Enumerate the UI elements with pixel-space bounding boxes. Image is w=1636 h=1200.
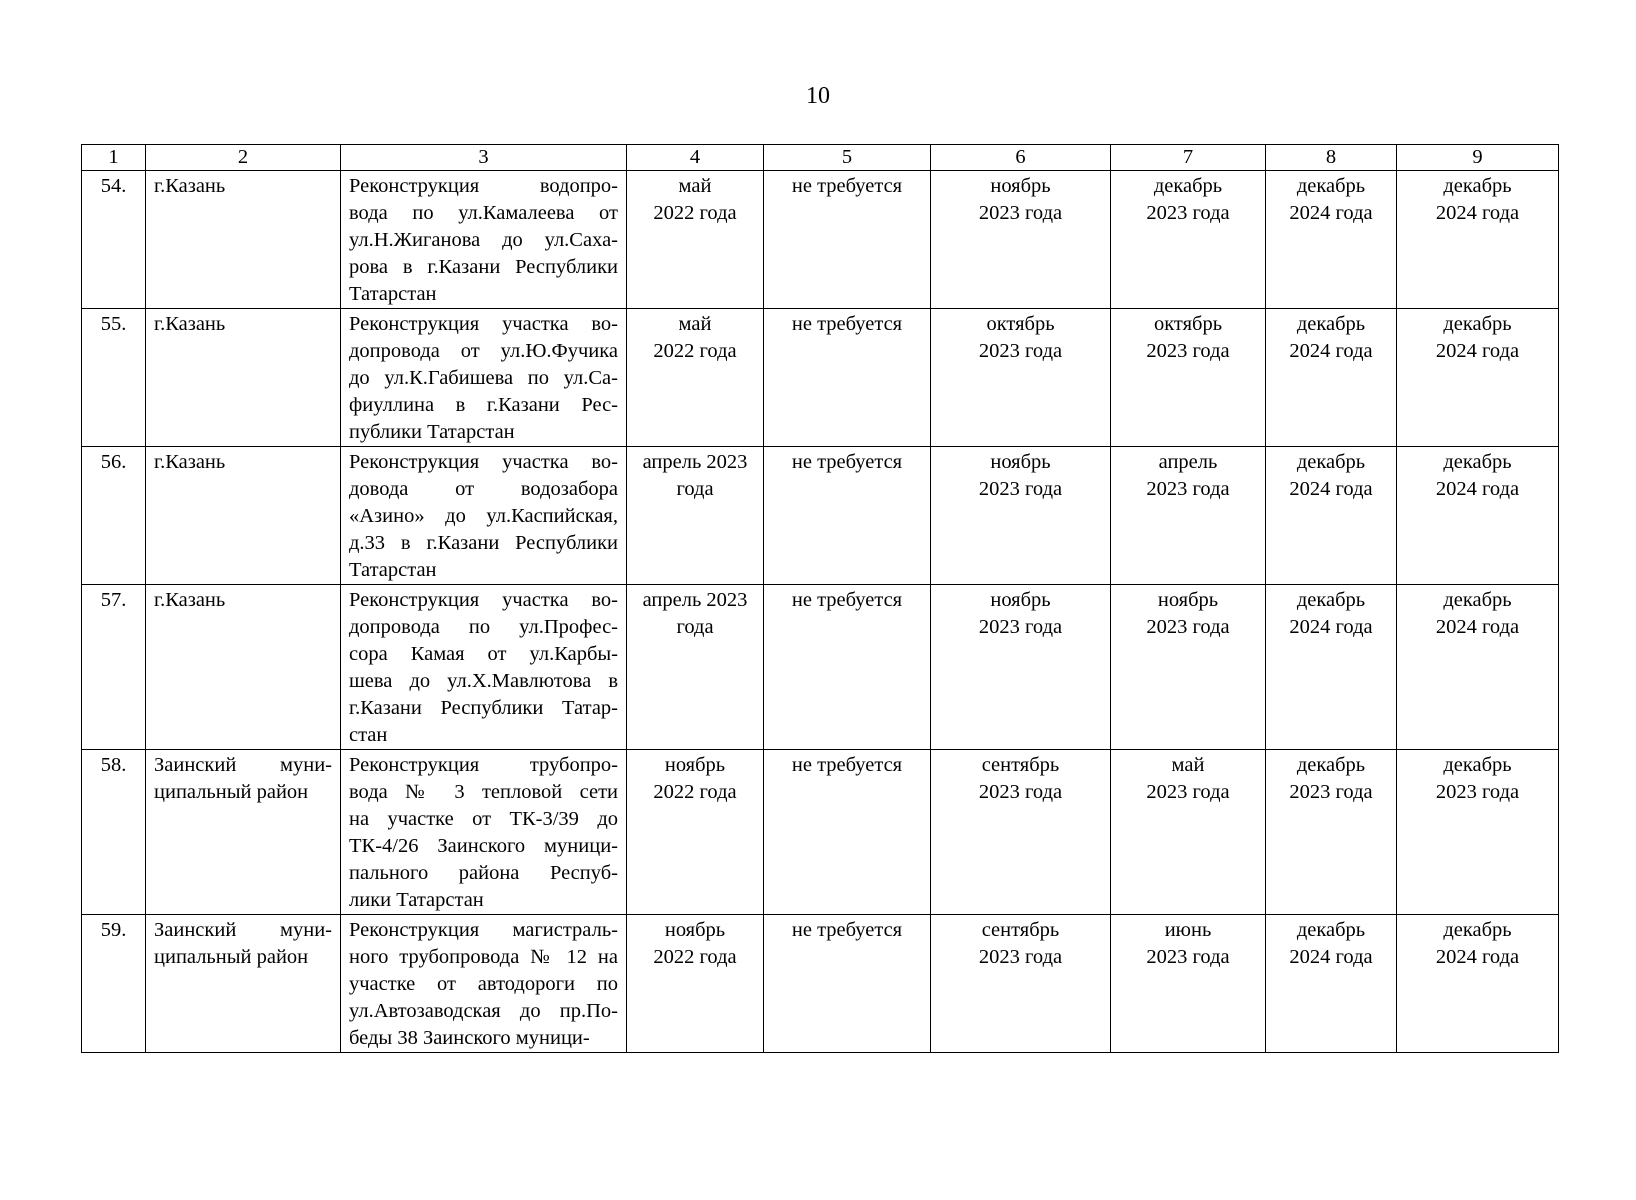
territory-line: г.Казань: [154, 451, 226, 473]
date-cell-c7: [1111, 171, 1266, 309]
date-line: года: [676, 616, 714, 638]
date-line: сентябрь: [981, 919, 1060, 941]
description-line: ного трубопровода № 12 на: [349, 946, 618, 968]
description-line: Реконструкция магистраль-: [349, 919, 618, 941]
row-number: 54.: [82, 171, 146, 309]
design-date-cell: [627, 915, 764, 1053]
date-cell-c6: [931, 585, 1111, 750]
territory-cell: [146, 750, 341, 915]
date-line: декабрь: [1443, 451, 1512, 473]
description-line: рова в г.Казани Республики: [349, 256, 618, 278]
date-line: октябрь: [1153, 313, 1223, 335]
description-cell: [341, 585, 627, 750]
description-line: Реконструкция водопро-: [349, 175, 618, 197]
description-cell: [341, 171, 627, 309]
table-row: [82, 171, 1559, 309]
design-date-cell: [627, 309, 764, 447]
date-line: 2022 года: [653, 781, 737, 803]
description-line: допровода по ул.Профес-: [349, 616, 618, 638]
date-cell-c8: [1266, 447, 1397, 585]
column-number: 7: [1111, 145, 1266, 171]
date-line: декабрь: [1443, 589, 1512, 611]
design-date-cell: [627, 447, 764, 585]
date-line: 2024 года: [1289, 202, 1373, 224]
description-line: «Азино» до ул.Каспийская,: [349, 505, 618, 527]
row-number: 55.: [82, 309, 146, 447]
date-cell-c9: [1397, 309, 1559, 447]
date-line: апрель: [1158, 451, 1218, 473]
date-cell-c7: [1111, 750, 1266, 915]
date-line: декабрь: [1296, 451, 1366, 473]
table-row: [82, 750, 1559, 915]
description-line: до ул.К.Габишева по ул.Са-: [349, 367, 618, 389]
date-cell-c6: [931, 171, 1111, 309]
date-line: май: [678, 313, 712, 335]
date-line: 2024 года: [1435, 340, 1520, 362]
date-line: декабрь: [1296, 919, 1366, 941]
territory-cell: [146, 585, 341, 750]
column-number: 2: [146, 145, 341, 171]
date-cell-c7: [1111, 915, 1266, 1053]
description-line: стан: [349, 724, 388, 746]
description-line: участке от автодороги по: [349, 973, 618, 995]
description-cell: [341, 447, 627, 585]
date-line: декабрь: [1296, 175, 1366, 197]
date-cell-c8: [1266, 915, 1397, 1053]
date-line: декабрь: [1443, 919, 1512, 941]
column-number: 6: [931, 145, 1111, 171]
date-cell-c9: [1397, 915, 1559, 1053]
description-line: ул.Н.Жиганова до ул.Саха-: [349, 229, 618, 251]
date-line: ноябрь: [990, 451, 1051, 473]
date-line: ноябрь: [664, 754, 726, 776]
table-row: [82, 447, 1559, 585]
date-line: 2024 года: [1289, 946, 1373, 968]
page-number: 10: [806, 83, 830, 109]
description-line: ТК-4/26 Заинского муници-: [349, 835, 618, 857]
description-line: г.Казани Республики Татар-: [349, 697, 618, 719]
date-line: май: [1171, 754, 1205, 776]
date-line: 2023 года: [978, 340, 1063, 362]
date-line: декабрь: [1443, 313, 1512, 335]
description-line: публики Татарстан: [349, 421, 515, 443]
schedule-table: [81, 144, 1559, 1053]
column-number-row: [82, 145, 1559, 171]
date-cell-c6: [931, 447, 1111, 585]
date-line: 2023 года: [1146, 478, 1230, 500]
row-number: 59.: [82, 915, 146, 1053]
date-line: 2023 года: [1146, 202, 1230, 224]
description-line: Татарстан: [349, 559, 437, 581]
date-line: декабрь: [1443, 175, 1512, 197]
date-line: декабрь: [1443, 754, 1512, 776]
date-line: апрель 2023: [642, 589, 748, 611]
expertise-cell: не требуется: [764, 171, 931, 309]
date-cell-c7: [1111, 309, 1266, 447]
date-cell-c6: [931, 750, 1111, 915]
date-line: 2023 года: [978, 478, 1063, 500]
date-line: декабрь: [1153, 175, 1223, 197]
date-line: ноябрь: [1157, 589, 1219, 611]
date-line: ноябрь: [664, 919, 726, 941]
date-line: ноябрь: [990, 175, 1051, 197]
description-line: Реконструкция участка во-: [349, 589, 618, 611]
description-line: пального района Респуб-: [349, 862, 618, 884]
territory-cell: [146, 447, 341, 585]
description-line: Татарстан: [349, 283, 437, 305]
date-line: года: [676, 478, 714, 500]
date-line: 2023 года: [1146, 340, 1230, 362]
territory-line: ципальный район: [154, 946, 309, 968]
territory-cell: [146, 915, 341, 1053]
date-line: 2023 года: [1146, 616, 1230, 638]
table-row: [82, 915, 1559, 1053]
date-line: 2023 года: [978, 202, 1063, 224]
date-cell-c9: [1397, 171, 1559, 309]
date-line: 2022 года: [653, 340, 737, 362]
expertise-cell: не требуется: [764, 750, 931, 915]
design-date-cell: [627, 585, 764, 750]
date-cell-c6: [931, 915, 1111, 1053]
date-line: 2024 года: [1435, 946, 1520, 968]
description-line: ул.Автозаводская до пр.По-: [349, 1000, 618, 1022]
column-number: 3: [341, 145, 627, 171]
expertise-cell: не требуется: [764, 915, 931, 1053]
territory-cell: [146, 309, 341, 447]
description-cell: [341, 915, 627, 1053]
column-number: 1: [82, 145, 146, 171]
date-line: декабрь: [1296, 589, 1366, 611]
date-cell-c8: [1266, 750, 1397, 915]
date-cell-c9: [1397, 750, 1559, 915]
row-number: 57.: [82, 585, 146, 750]
expertise-cell: не требуется: [764, 447, 931, 585]
date-line: 2024 года: [1289, 616, 1373, 638]
description-line: лики Татарстан: [349, 889, 484, 911]
description-line: фиуллина в г.Казани Рес-: [349, 394, 618, 416]
territory-line: г.Казань: [154, 175, 226, 197]
date-cell-c8: [1266, 309, 1397, 447]
description-cell: [341, 750, 627, 915]
date-line: 2022 года: [653, 946, 737, 968]
description-line: Реконструкция трубопро-: [349, 754, 618, 776]
table-row: [82, 585, 1559, 750]
date-line: 2024 года: [1289, 478, 1373, 500]
date-cell-c9: [1397, 447, 1559, 585]
date-cell-c8: [1266, 585, 1397, 750]
description-line: д.33 в г.Казани Республики: [349, 532, 618, 554]
date-cell-c6: [931, 309, 1111, 447]
description-line: на участке от ТК-3/39 до: [349, 808, 618, 830]
date-line: 2022 года: [653, 202, 737, 224]
expertise-cell: не требуется: [764, 585, 931, 750]
date-line: 2023 года: [1435, 781, 1520, 803]
date-cell-c8: [1266, 171, 1397, 309]
territory-line: Заинский муни-: [154, 919, 332, 941]
date-line: 2024 года: [1435, 478, 1520, 500]
description-line: вода по ул.Камалеева от: [349, 202, 618, 224]
column-number: 9: [1397, 145, 1559, 171]
column-number: 8: [1266, 145, 1397, 171]
description-line: сора Камая от ул.Карбы-: [349, 643, 618, 665]
territory-line: г.Казань: [154, 589, 226, 611]
row-number: 56.: [82, 447, 146, 585]
date-line: 2023 года: [1146, 781, 1230, 803]
description-line: Реконструкция участка во-: [349, 451, 618, 473]
date-line: 2024 года: [1435, 202, 1520, 224]
description-line: Реконструкция участка во-: [349, 313, 618, 335]
design-date-cell: [627, 171, 764, 309]
date-line: 2023 года: [978, 946, 1063, 968]
date-line: апрель 2023: [642, 451, 748, 473]
date-cell-c7: [1111, 585, 1266, 750]
table-row: [82, 309, 1559, 447]
territory-cell: [146, 171, 341, 309]
date-line: июнь: [1164, 919, 1212, 941]
description-line: допровода от ул.Ю.Фучика: [349, 340, 618, 362]
date-line: сентябрь: [981, 754, 1060, 776]
date-line: 2023 года: [978, 616, 1063, 638]
description-line: довода от водозабора: [349, 478, 618, 500]
description-line: беды 38 Заинского муници-: [349, 1027, 590, 1049]
date-line: октябрь: [986, 313, 1055, 335]
territory-line: г.Казань: [154, 313, 226, 335]
date-line: 2023 года: [978, 781, 1063, 803]
row-number: 58.: [82, 750, 146, 915]
date-line: 2023 года: [1289, 781, 1373, 803]
date-line: декабрь: [1296, 754, 1366, 776]
description-cell: [341, 309, 627, 447]
column-number: 4: [627, 145, 764, 171]
territory-line: Заинский муни-: [154, 754, 332, 776]
description-line: шева до ул.Х.Мавлютова в: [349, 670, 618, 692]
date-line: 2024 года: [1289, 340, 1373, 362]
description-line: вода № 3 тепловой сети: [349, 781, 618, 803]
design-date-cell: [627, 750, 764, 915]
expertise-cell: не требуется: [764, 309, 931, 447]
date-line: ноябрь: [990, 589, 1051, 611]
date-cell-c9: [1397, 585, 1559, 750]
date-line: 2024 года: [1435, 616, 1520, 638]
column-number: 5: [764, 145, 931, 171]
date-cell-c7: [1111, 447, 1266, 585]
date-line: декабрь: [1296, 313, 1366, 335]
date-line: май: [678, 175, 712, 197]
date-line: 2023 года: [1146, 946, 1230, 968]
territory-line: ципальный район: [154, 781, 309, 803]
